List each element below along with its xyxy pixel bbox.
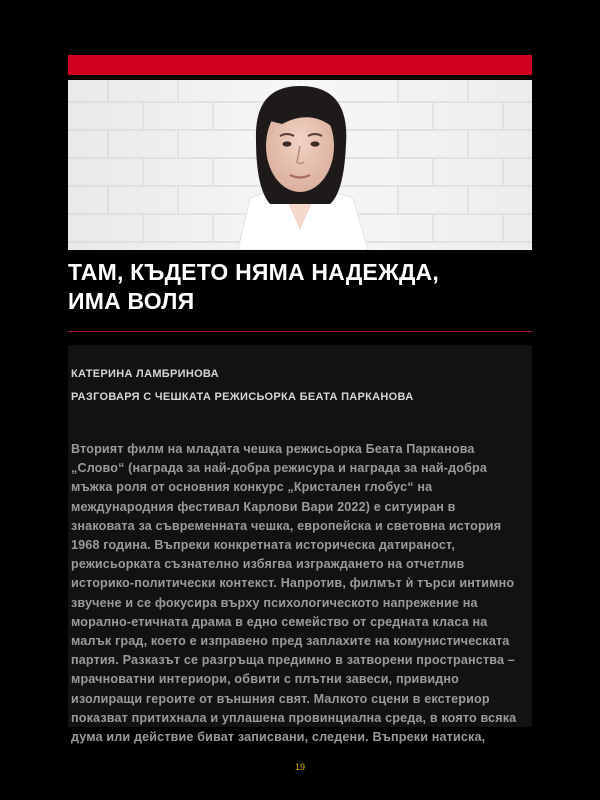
portrait-illustration xyxy=(68,80,532,250)
body-line: мрачноватни интериори, обвити с плътни завеси, привидно xyxy=(71,672,459,687)
body-line: показват притихнала и уплашена провинциална среда, в която всяка xyxy=(71,710,517,725)
article-body xyxy=(71,440,533,747)
body-line: малък град, което е изправено пред заплахите на комунистическата xyxy=(71,634,510,649)
body-line: Вторият филм на младата чешка режисьорка Беата Парканова xyxy=(71,442,475,456)
body-line: 1968 година. Въпреки конкретната историческа датираност, xyxy=(71,538,456,553)
right-eye xyxy=(311,141,320,146)
body-line: звучене и се фокусира върху психологическото напрежение на xyxy=(71,595,478,610)
author-name: КАТЕРИНА ЛАМБРИНОВА xyxy=(71,368,219,380)
title-divider xyxy=(68,331,532,332)
left-eye xyxy=(283,141,292,146)
body-line: международния фестивал Карлови Вари 2022) е ситуиран в xyxy=(71,499,456,514)
header-red-bar xyxy=(68,55,532,75)
body-line: мъжка роля от основния конкурс „Кристален глобус“ на xyxy=(71,480,433,495)
page-number: 19 xyxy=(294,762,305,772)
body-line: партия. Разказът се разгръща предимно в затворени пространства – xyxy=(71,653,515,668)
body-line: „Слово“ (награда за най-добра режисура и награда за най-добра xyxy=(71,461,488,476)
article-title xyxy=(68,258,532,316)
body-line: знаковата за съвременната чешка, европейска и световна история xyxy=(71,518,502,533)
body-line: режисьорката съзнателно избягва изграждането на отчетлив xyxy=(71,557,465,572)
article-subtitle: РАЗГОВАРЯ С ЧЕШКАТА РЕЖИСЬОРКА БЕАТА ПАРКАНОВА xyxy=(71,391,414,403)
body-line: морално-етичната драма в едно семейство от средната класа на xyxy=(71,614,488,629)
body-line: историко-политически контекст. Напротив, филмът ѝ търси интимно xyxy=(71,576,515,591)
body-line: изолиращи героите от външния свят. Малкото сцени в екстериор xyxy=(71,691,490,706)
title-line-2: ИМА ВОЛЯ xyxy=(68,288,195,314)
portrait-photo xyxy=(68,80,532,250)
title-line-1: ТАМ, КЪДЕТО НЯМА НАДЕЖДА, xyxy=(68,259,439,285)
body-line: дума или действие биват записвани, следени. Въпреки натиска, xyxy=(71,730,486,745)
